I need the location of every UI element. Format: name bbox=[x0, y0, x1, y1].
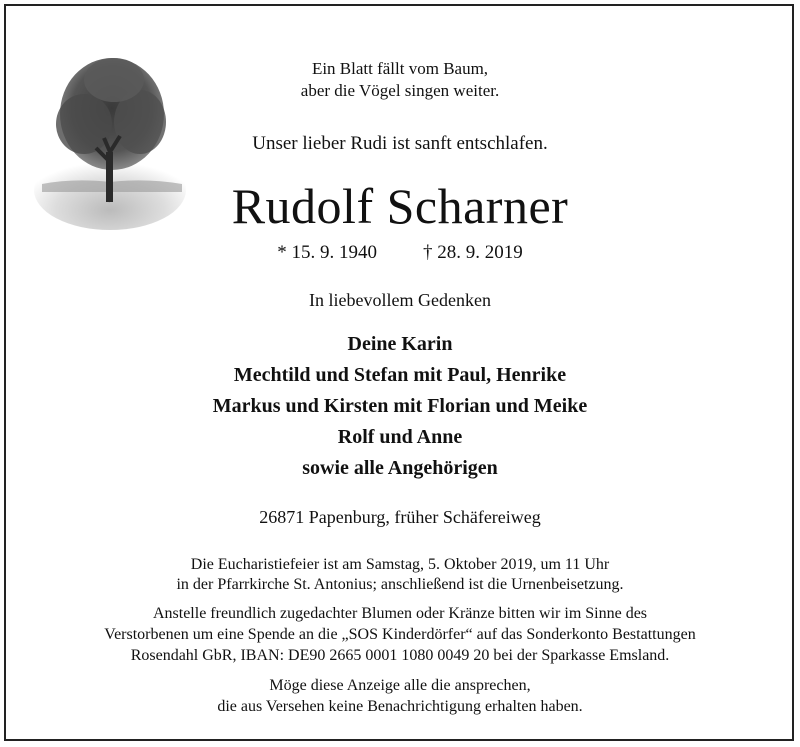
donation-line: Rosendahl GbR, IBAN: DE90 2665 0001 1080 0049 20 bei der Sparkasse Emsland. bbox=[130, 647, 670, 664]
mourner-line: Rolf und Anne bbox=[337, 426, 463, 448]
life-dates bbox=[0, 243, 800, 262]
birth-date: * 15. 9. 1940 bbox=[277, 242, 377, 263]
service-line: Die Eucharistiefeier ist am Samstag, 5. Oktober 2019, um 11 Uhr bbox=[190, 556, 610, 573]
mourner-line: sowie alle Angehörigen bbox=[302, 457, 498, 479]
motto-line-1: Ein Blatt fällt vom Baum, bbox=[311, 59, 489, 78]
donation-line: Verstorbenen um eine Spende an die „SOS Kinderdörfer“ auf das Sonderkonto Bestattungen bbox=[104, 626, 696, 643]
service-line: in der Pfarrkirche St. Antonius; anschließend ist die Urnenbeisetzung. bbox=[176, 576, 624, 593]
mourner-line: Deine Karin bbox=[347, 333, 453, 355]
mourner-line: Mechtild und Stefan mit Paul, Henrike bbox=[233, 364, 567, 386]
address-text: 26871 Papenburg, früher Schäfereiweg bbox=[259, 507, 541, 527]
intro-text: Unser lieber Rudi ist sanft entschlafen. bbox=[252, 133, 548, 154]
death-date: † 28. 9. 2019 bbox=[423, 242, 523, 263]
closing-line: Möge diese Anzeige alle die ansprechen, bbox=[269, 677, 531, 694]
motto-line-2: aber die Vögel singen weiter. bbox=[300, 81, 500, 100]
deceased-name: Rudolf Scharner bbox=[231, 178, 569, 234]
closing-line: die aus Versehen keine Benachrichtigung erhalten haben. bbox=[217, 698, 583, 715]
memory-text: In liebevollem Gedenken bbox=[309, 290, 491, 310]
mourner-line: Markus und Kirsten mit Florian und Meike bbox=[212, 395, 588, 417]
donation-line: Anstelle freundlich zugedachter Blumen oder Kränze bitten wir im Sinne des bbox=[152, 605, 648, 622]
